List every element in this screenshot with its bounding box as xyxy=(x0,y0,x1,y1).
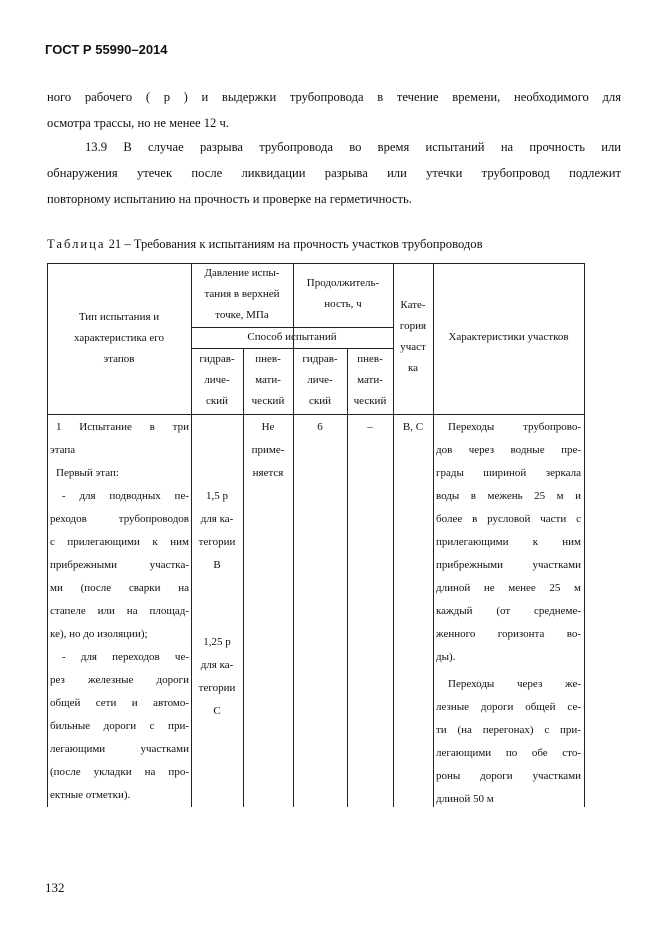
row-category: В, С xyxy=(402,421,424,433)
row-pressure-hydraulic-b: 1,5 p для ка- тегории В xyxy=(198,490,236,571)
row-duration-hydraulic: 6 xyxy=(317,421,323,433)
row-type-text: 1 Испытание в три этапа Первый этап: - для подводных пе- реходов трубопроводов с прилегающими к ним прибрежными участка- ми (после сварки на стапеле или на площад- ке), но до изоляции); - для переходов че- рез железные дороги общей сети и автомо- бильные дороги с при- легающими участками (после укладки на про- ектные отметки). xyxy=(50,421,189,801)
table-caption-prefix: Таблица xyxy=(47,237,106,251)
header-characteristics: Характеристики участков xyxy=(448,331,569,343)
row-pressure-pneumatic: Не приме- няется xyxy=(251,421,285,479)
paragraph-line: повторному испытанию на прочность и проверке на герметичность. xyxy=(47,192,412,206)
table-caption-text: 21 – Требования к испытаниям на прочность участков трубопроводов xyxy=(105,237,483,251)
header-pressure-hydraulic: гидрав- личе- ский xyxy=(199,353,235,407)
requirements-table xyxy=(47,263,584,807)
header-method: Способ испытаний xyxy=(247,331,337,343)
table-caption xyxy=(47,237,483,252)
header-type: Тип испытания и характеристика его этапов xyxy=(74,311,164,365)
paragraph-continuation xyxy=(47,84,621,136)
row-duration-pneumatic: – xyxy=(367,421,373,433)
row-pressure-hydraulic-c: 1,25 p для ка- тегории С xyxy=(198,636,236,717)
table-border xyxy=(47,263,584,264)
paragraph-line: 13.9 В случае разрыва трубопровода во время испытаний на прочность или xyxy=(85,140,621,154)
header-category: Кате- гория участ ка xyxy=(399,299,427,374)
table-border xyxy=(584,263,585,807)
paragraph-line: обнаружения утечек после ликвидации разрыва или утечки трубопровод подлежит xyxy=(47,166,621,180)
header-duration-pneumatic: пнев- мати- ческий xyxy=(353,353,387,407)
header-duration-hydraulic: гидрав- личе- ский xyxy=(302,353,338,407)
document-header: ГОСТ Р 55990–2014 xyxy=(45,42,168,57)
header-pressure-pneumatic: пнев- мати- ческий xyxy=(251,353,285,407)
header-pressure: Давление испы- тания в верхней точке, МПа xyxy=(204,267,280,321)
paragraph-line: осмотра трассы, но не менее 12 ч. xyxy=(47,116,229,130)
paragraph-line: ного рабочего ( p ) и выдержки трубопровода в течение времени, необходимого для xyxy=(47,90,621,104)
page-number: 132 xyxy=(45,880,65,895)
row-divider xyxy=(47,414,584,415)
row-characteristics-water: Переходы трубопрово- дов через водные пре- грады шириной зеркала воды в межень 25 м и более в русловой части с прилегающими к ним прибрежными участками длиной не менее 25 м каждый (от среднеме- женного горизонта во- ды). xyxy=(436,421,581,663)
header-duration: Продолжитель- ность, ч xyxy=(306,277,380,310)
paragraph-13-9 xyxy=(47,134,621,212)
row-characteristics-rail: Переходы через же- лезные дороги общей се- ти (на перегонах) с при- легающими по обе сто- роны дороги участками длиной 50 м xyxy=(436,678,581,805)
